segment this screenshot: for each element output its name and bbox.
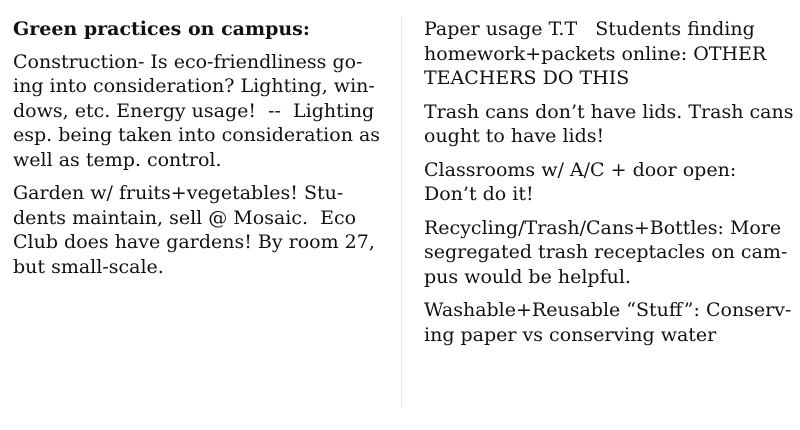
text-line: ing into consideration? Lighting, win- bbox=[13, 75, 375, 97]
text-line: pus would be helpful. bbox=[424, 265, 631, 288]
text-line: ing paper vs conserving water bbox=[424, 323, 717, 346]
text-line: Don’t do it! bbox=[424, 183, 534, 205]
text-line: Recycling/Trash/Cans+Bottles: More bbox=[424, 216, 782, 239]
text-line: TEACHERS DO THIS bbox=[424, 67, 630, 89]
text-line: segregated trash receptacles on cam- bbox=[424, 241, 788, 263]
column-divider bbox=[401, 16, 402, 408]
section-heading: Green practices on campus: bbox=[13, 18, 310, 40]
paragraph-garden bbox=[13, 181, 385, 279]
paragraph-recycling bbox=[424, 216, 789, 290]
text-line: Club does have gardens! By room 27, bbox=[13, 231, 375, 253]
left-column bbox=[13, 17, 385, 288]
text-line: Construction- Is eco-friendliness go- bbox=[13, 50, 363, 73]
paragraph-trash-lids bbox=[424, 100, 794, 149]
right-column bbox=[424, 17, 794, 356]
text-line: Classrooms w/ A/C + door open: bbox=[424, 158, 737, 181]
paragraph-washable-reusable bbox=[424, 298, 792, 347]
paragraph-construction bbox=[13, 50, 385, 173]
text-line: dows, etc. Energy usage! -- Lighting bbox=[13, 99, 375, 122]
text-line: dents maintain, sell @ Mosaic. Eco bbox=[13, 206, 357, 229]
paragraph-paper-usage bbox=[424, 17, 789, 91]
text-line: ought to have lids! bbox=[424, 125, 605, 147]
paragraph-classrooms-ac bbox=[424, 158, 789, 207]
text-line: Trash cans don’t have lids. Trash cans bbox=[424, 100, 794, 123]
text-line: Washable+Reusable “Stuff”: Conserv- bbox=[424, 299, 792, 321]
text-line: but small-scale. bbox=[13, 255, 164, 278]
text-line: homework+packets online: OTHER bbox=[424, 42, 767, 65]
text-line: Paper usage T.T Students finding bbox=[424, 18, 755, 40]
text-line: well as temp. control. bbox=[13, 148, 222, 171]
text-line: esp. being taken into consideration as bbox=[13, 124, 381, 146]
text-line: Garden w/ fruits+vegetables! Stu- bbox=[13, 182, 344, 204]
